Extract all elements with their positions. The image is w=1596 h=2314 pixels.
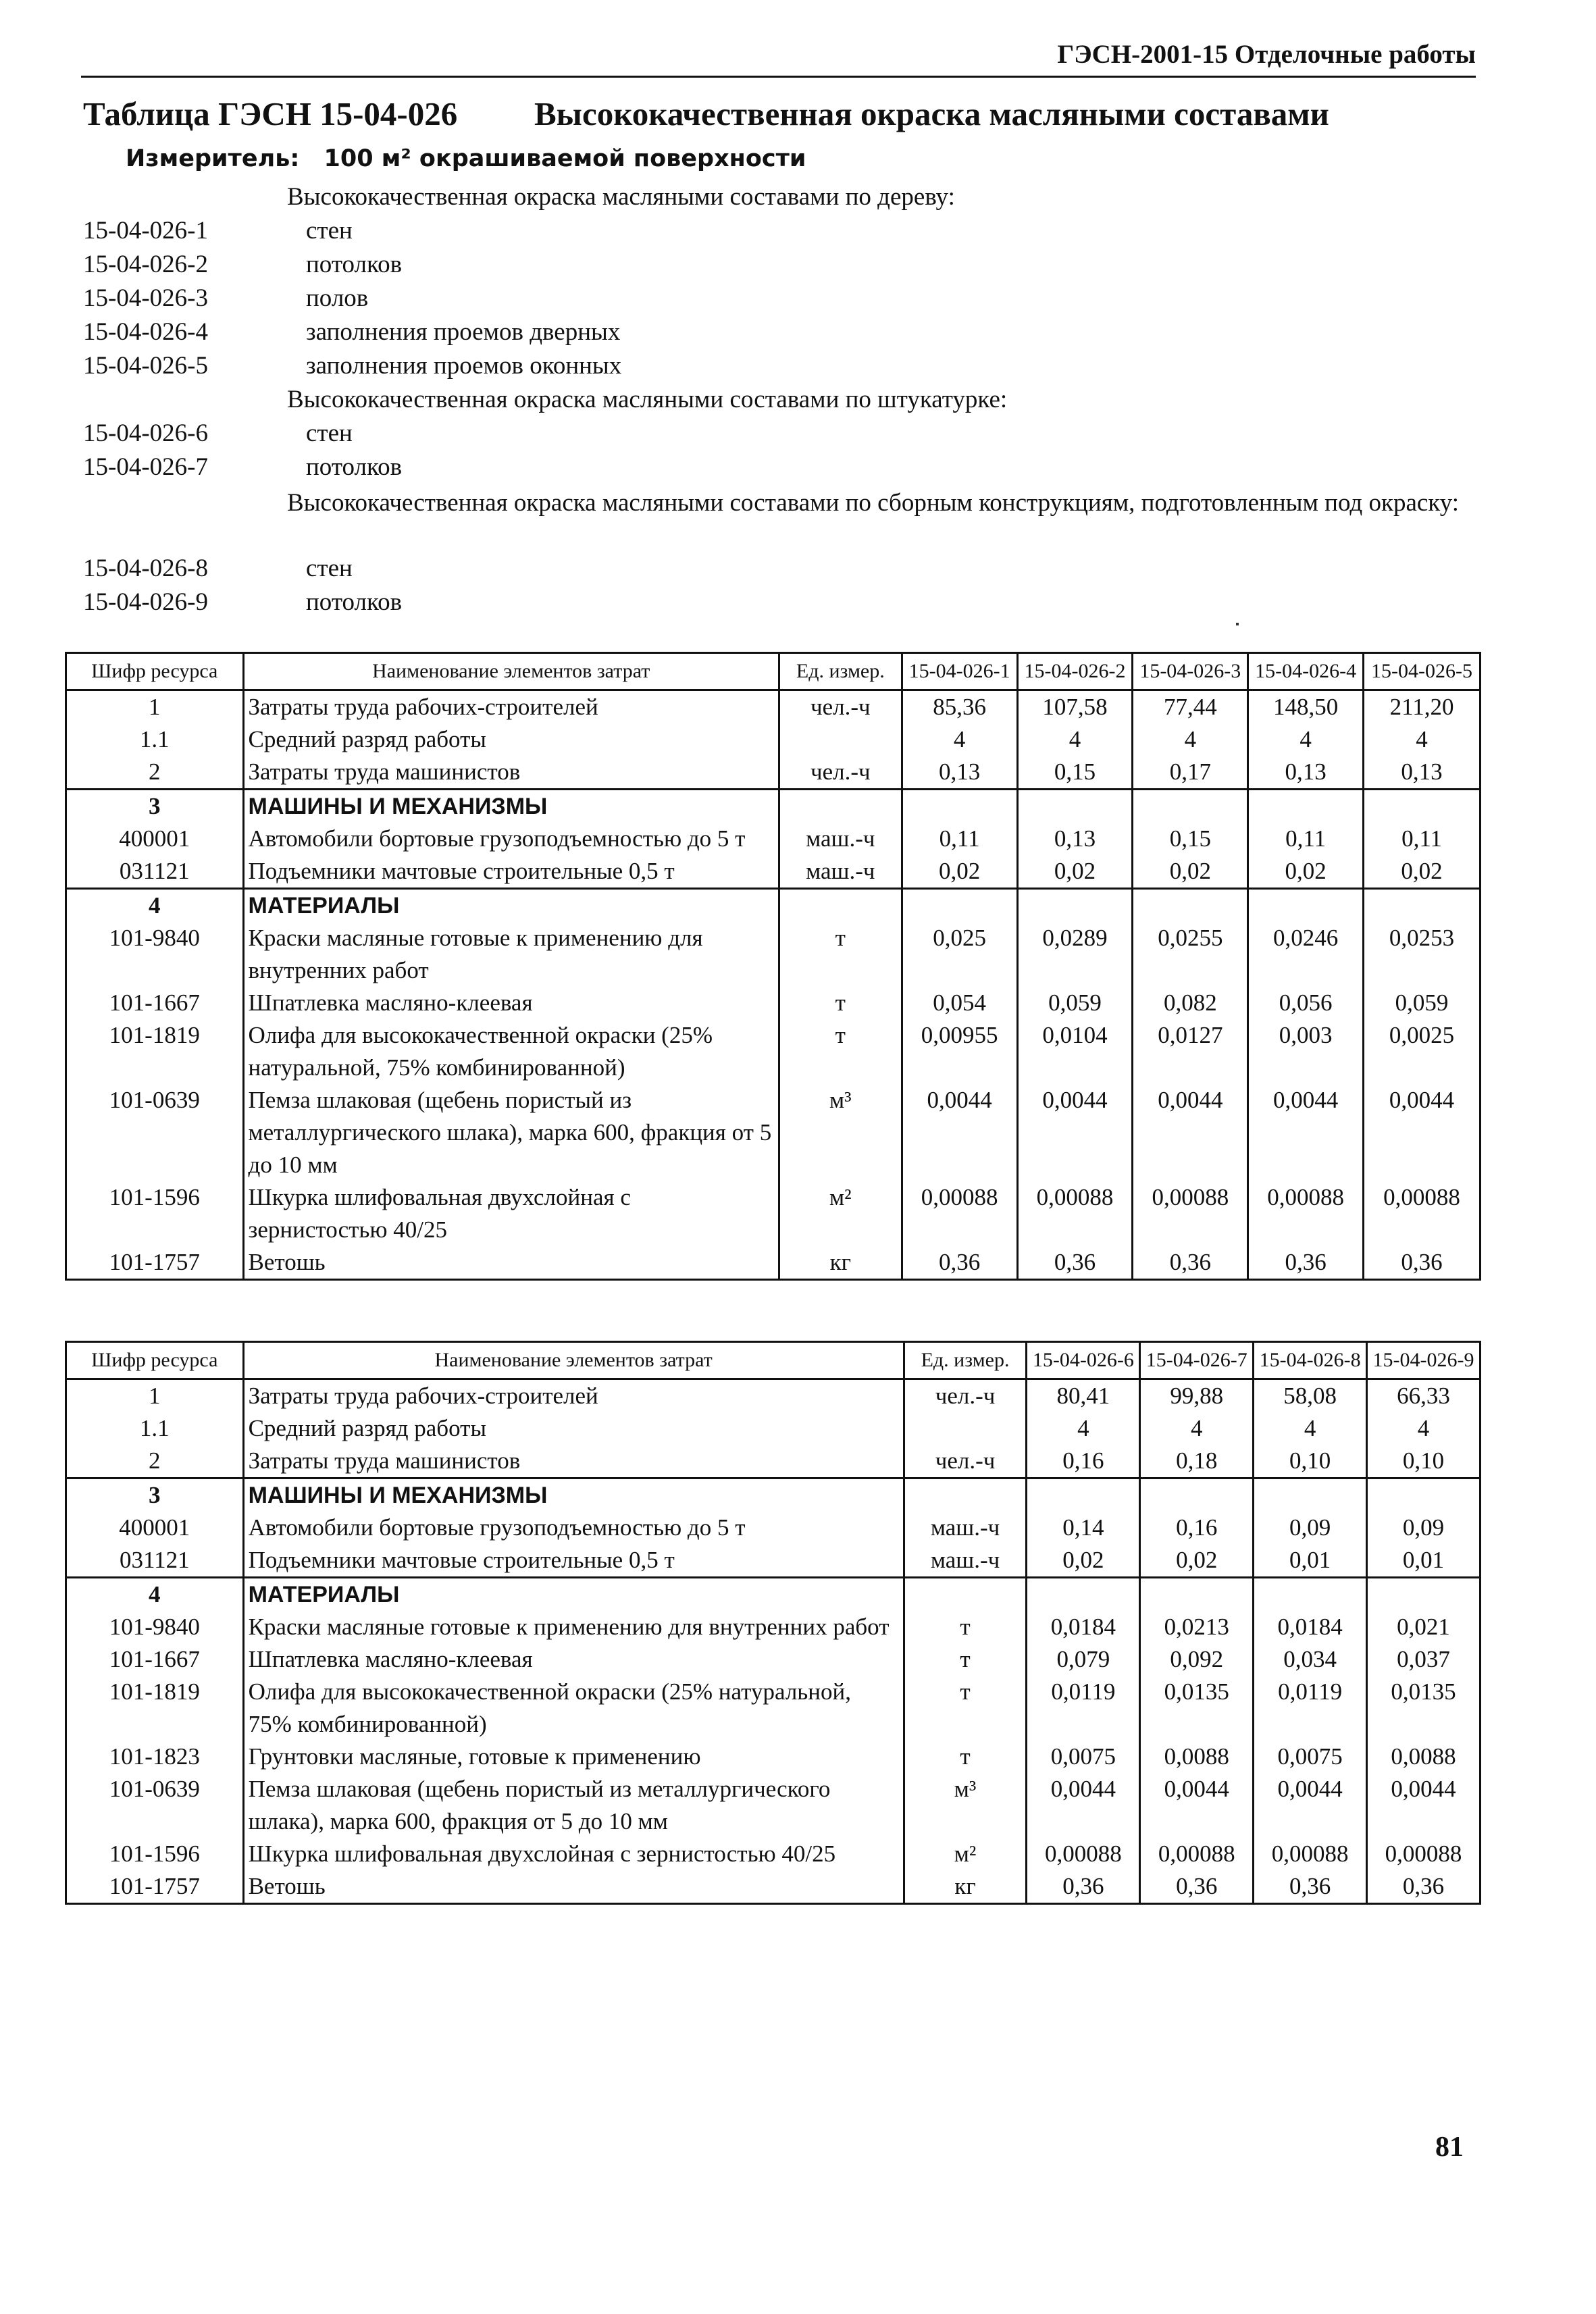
resource-code: 4 xyxy=(66,1578,244,1612)
value-cell: 0,0044 xyxy=(1248,1084,1364,1181)
work-item-text: потолков xyxy=(306,251,403,278)
unit: маш.-ч xyxy=(779,855,902,889)
value-cell xyxy=(1367,1578,1481,1612)
table-1-header-row xyxy=(66,653,1481,690)
work-item xyxy=(83,554,1481,588)
table-row xyxy=(66,1412,1481,1445)
value-cell: 0,054 xyxy=(902,987,1017,1019)
resource-code: 101-9840 xyxy=(66,922,244,987)
value-cell: 0,0135 xyxy=(1140,1676,1254,1741)
unit xyxy=(779,889,902,923)
value-cell: 0,09 xyxy=(1254,1512,1367,1544)
resource-code: 3 xyxy=(66,1479,244,1512)
value-cell: 85,36 xyxy=(902,690,1017,724)
value-cell: 0,0127 xyxy=(1133,1019,1248,1084)
value-cell: 107,58 xyxy=(1017,690,1133,724)
value-cell: 0,11 xyxy=(902,823,1017,855)
value-cell: 0,01 xyxy=(1254,1544,1367,1578)
work-item-text: стен xyxy=(306,217,353,245)
table-row xyxy=(66,723,1481,756)
unit: т xyxy=(779,1019,902,1084)
value-cell xyxy=(1017,790,1133,823)
unit: м² xyxy=(904,1838,1027,1870)
value-cell xyxy=(902,889,1017,923)
value-cell: 4 xyxy=(1027,1412,1140,1445)
value-cell: 0,36 xyxy=(1367,1870,1481,1904)
value-cell: 0,10 xyxy=(1254,1445,1367,1479)
unit xyxy=(904,1578,1027,1612)
value-cell: 0,36 xyxy=(1017,1246,1133,1280)
table-row xyxy=(66,987,1481,1019)
value-cell xyxy=(1133,889,1248,923)
value-cell: 0,13 xyxy=(1364,756,1481,790)
value-cell xyxy=(1254,1578,1367,1612)
cost-element-name: МАШИНЫ И МЕХАНИЗМЫ xyxy=(243,790,779,823)
value-cell: 0,034 xyxy=(1254,1643,1367,1676)
value-cell: 0,02 xyxy=(1027,1544,1140,1578)
value-cell: 0,36 xyxy=(1364,1246,1481,1280)
unit: чел.-ч xyxy=(904,1379,1027,1413)
value-cell: 66,33 xyxy=(1367,1379,1481,1413)
value-cell: 0,037 xyxy=(1367,1643,1481,1676)
table-row xyxy=(66,1445,1481,1479)
value-cell: 0,0088 xyxy=(1367,1741,1481,1773)
cost-element-name: Грунтовки масляные, готовые к применению xyxy=(243,1741,904,1773)
table-row xyxy=(66,922,1481,987)
cost-element-name: Пемза шлаковая (щебень пористый из металлургического шлака), марка 600, фракция от 5 до 10 мм xyxy=(243,1773,904,1838)
resource-code: 101-1823 xyxy=(66,1741,244,1773)
meter-line xyxy=(126,145,806,172)
unit xyxy=(779,723,902,756)
resource-code: 101-0639 xyxy=(66,1773,244,1838)
cost-element-name: Ветошь xyxy=(243,1246,779,1280)
unit xyxy=(904,1412,1027,1445)
value-cell: 58,08 xyxy=(1254,1379,1367,1413)
value-cell: 4 xyxy=(902,723,1017,756)
work-item-text: полов xyxy=(306,284,369,312)
resource-code: 101-1596 xyxy=(66,1181,244,1246)
value-cell: 0,02 xyxy=(1133,855,1248,889)
value-cell: 0,36 xyxy=(1027,1870,1140,1904)
cost-element-name: Шкурка шлифовальная двухслойная с зернистостью 40/25 xyxy=(243,1181,779,1246)
work-item-code: 15-04-026-7 xyxy=(83,453,208,481)
value-cell: 0,0119 xyxy=(1027,1676,1140,1741)
work-item xyxy=(83,486,1481,554)
resource-code: 1.1 xyxy=(66,1412,244,1445)
value-cell: 4 xyxy=(1133,723,1248,756)
resource-code: 1 xyxy=(66,1379,244,1413)
value-cell: 0,021 xyxy=(1367,1611,1481,1643)
work-item xyxy=(83,284,1481,317)
table-row xyxy=(66,1512,1481,1544)
resource-code: 400001 xyxy=(66,823,244,855)
value-cell: 0,056 xyxy=(1248,987,1364,1019)
resource-code: 101-1596 xyxy=(66,1838,244,1870)
value-cell: 0,0044 xyxy=(1140,1773,1254,1838)
resource-code: 1 xyxy=(66,690,244,724)
column-header: 15-04-026-4 xyxy=(1248,653,1364,690)
value-cell: 0,00088 xyxy=(1248,1181,1364,1246)
work-item xyxy=(83,182,1481,216)
value-cell: 0,079 xyxy=(1027,1643,1140,1676)
cost-element-name: Ветошь xyxy=(243,1870,904,1904)
column-header: 15-04-026-2 xyxy=(1017,653,1133,690)
cost-element-name: Шкурка шлифовальная двухслойная с зернистостью 40/25 xyxy=(243,1838,904,1870)
value-cell xyxy=(1140,1479,1254,1512)
value-cell xyxy=(1133,790,1248,823)
cost-element-name: Краски масляные готовые к применению для внутренних работ xyxy=(243,922,779,987)
table-row xyxy=(66,1741,1481,1773)
meter-value: 100 м² окрашиваемой поверхности xyxy=(324,145,806,172)
unit: м³ xyxy=(779,1084,902,1181)
resource-code: 031121 xyxy=(66,1544,244,1578)
unit: т xyxy=(904,1643,1027,1676)
table-row xyxy=(66,690,1481,724)
unit: т xyxy=(904,1611,1027,1643)
table-row xyxy=(66,1084,1481,1181)
resource-code: 101-1819 xyxy=(66,1676,244,1741)
table-row xyxy=(66,1870,1481,1904)
unit: т xyxy=(904,1741,1027,1773)
value-cell: 0,0104 xyxy=(1017,1019,1133,1084)
resource-code: 101-0639 xyxy=(66,1084,244,1181)
value-cell: 99,88 xyxy=(1140,1379,1254,1413)
column-header: Шифр ресурса xyxy=(66,1342,244,1379)
resource-code: 101-9840 xyxy=(66,1611,244,1643)
value-cell: 0,36 xyxy=(1254,1870,1367,1904)
resource-code: 2 xyxy=(66,756,244,790)
value-cell: 0,02 xyxy=(1017,855,1133,889)
table-row xyxy=(66,1246,1481,1280)
value-cell xyxy=(1254,1479,1367,1512)
value-cell: 0,0044 xyxy=(902,1084,1017,1181)
value-cell: 80,41 xyxy=(1027,1379,1140,1413)
value-cell: 0,13 xyxy=(1017,823,1133,855)
section-row xyxy=(66,1479,1481,1512)
value-cell: 0,0255 xyxy=(1133,922,1248,987)
value-cell: 4 xyxy=(1254,1412,1367,1445)
value-cell: 4 xyxy=(1248,723,1364,756)
column-header: 15-04-026-3 xyxy=(1133,653,1248,690)
value-cell: 0,0044 xyxy=(1017,1084,1133,1181)
work-item xyxy=(83,250,1481,284)
value-cell: 0,00088 xyxy=(1367,1838,1481,1870)
cost-element-name: Средний разряд работы xyxy=(243,1412,904,1445)
value-cell: 0,00088 xyxy=(1364,1181,1481,1246)
resource-table-2 xyxy=(65,1341,1481,1905)
table-row xyxy=(66,1643,1481,1676)
value-cell: 0,16 xyxy=(1027,1445,1140,1479)
running-header: ГЭСН-2001-15 Отделочные работы xyxy=(1057,40,1476,69)
value-cell xyxy=(1367,1479,1481,1512)
column-header: 15-04-026-8 xyxy=(1254,1342,1367,1379)
value-cell: 0,02 xyxy=(1140,1544,1254,1578)
table-name: Высококачественная окраска масляными составами xyxy=(534,95,1329,132)
value-cell: 0,059 xyxy=(1364,987,1481,1019)
table-row xyxy=(66,1544,1481,1578)
cost-element-name: Пемза шлаковая (щебень пористый из металлургического шлака), марка 600, фракция от 5 до 10 мм xyxy=(243,1084,779,1181)
column-header: Шифр ресурса xyxy=(66,653,244,690)
resource-code: 101-1667 xyxy=(66,1643,244,1676)
value-cell: 4 xyxy=(1364,723,1481,756)
value-cell: 0,0184 xyxy=(1027,1611,1140,1643)
value-cell: 0,025 xyxy=(902,922,1017,987)
work-item xyxy=(83,419,1481,453)
work-item-code: 15-04-026-3 xyxy=(83,284,208,312)
value-cell: 4 xyxy=(1140,1412,1254,1445)
work-items-list xyxy=(83,182,1481,621)
value-cell: 77,44 xyxy=(1133,690,1248,724)
value-cell xyxy=(1140,1578,1254,1612)
value-cell: 0,0044 xyxy=(1254,1773,1367,1838)
work-item-text: потолков xyxy=(306,453,403,481)
work-item-text: потолков xyxy=(306,588,403,616)
cost-element-name: Автомобили бортовые грузоподъемностью до 5 т xyxy=(243,1512,904,1544)
table-row xyxy=(66,1181,1481,1246)
value-cell: 0,0135 xyxy=(1367,1676,1481,1741)
value-cell: 0,13 xyxy=(902,756,1017,790)
column-header: Наименование элементов затрат xyxy=(243,1342,904,1379)
value-cell: 148,50 xyxy=(1248,690,1364,724)
value-cell: 0,36 xyxy=(1140,1870,1254,1904)
cost-element-name: Затраты труда машинистов xyxy=(243,1445,904,1479)
cost-element-name: Затраты труда рабочих-строителей xyxy=(243,690,779,724)
value-cell: 0,10 xyxy=(1367,1445,1481,1479)
work-item-text: заполнения проемов дверных xyxy=(306,318,621,346)
value-cell: 0,0253 xyxy=(1364,922,1481,987)
column-header: 15-04-026-9 xyxy=(1367,1342,1481,1379)
unit: чел.-ч xyxy=(779,756,902,790)
column-header: Наименование элементов затрат xyxy=(243,653,779,690)
value-cell: 0,0075 xyxy=(1254,1741,1367,1773)
value-cell: 0,17 xyxy=(1133,756,1248,790)
work-item xyxy=(83,351,1481,385)
value-cell: 0,13 xyxy=(1248,756,1364,790)
work-item-text: Высококачественная окраска масляными составами по штукатурке: xyxy=(287,386,1008,413)
unit: маш.-ч xyxy=(904,1512,1027,1544)
value-cell: 0,01 xyxy=(1367,1544,1481,1578)
table-row xyxy=(66,1019,1481,1084)
value-cell xyxy=(1027,1578,1140,1612)
unit: т xyxy=(904,1676,1027,1741)
value-cell: 0,059 xyxy=(1017,987,1133,1019)
resource-code: 4 xyxy=(66,889,244,923)
meter-label: Измеритель: xyxy=(126,145,300,172)
value-cell xyxy=(1248,889,1364,923)
cost-element-name: Подъемники мачтовые строительные 0,5 т xyxy=(243,1544,904,1578)
value-cell: 0,0289 xyxy=(1017,922,1133,987)
unit: чел.-ч xyxy=(904,1445,1027,1479)
value-cell: 0,15 xyxy=(1017,756,1133,790)
table-row xyxy=(66,1611,1481,1643)
value-cell: 0,00088 xyxy=(902,1181,1017,1246)
work-item-text: Высококачественная окраска масляными составами по дереву: xyxy=(287,183,955,211)
column-header: 15-04-026-5 xyxy=(1364,653,1481,690)
resource-code: 400001 xyxy=(66,1512,244,1544)
value-cell: 0,11 xyxy=(1248,823,1364,855)
column-header: 15-04-026-7 xyxy=(1140,1342,1254,1379)
value-cell xyxy=(1017,889,1133,923)
unit: т xyxy=(779,922,902,987)
value-cell: 211,20 xyxy=(1364,690,1481,724)
cost-element-name: Затраты труда машинистов xyxy=(243,756,779,790)
value-cell: 0,02 xyxy=(902,855,1017,889)
value-cell: 0,00088 xyxy=(1140,1838,1254,1870)
value-cell: 0,11 xyxy=(1364,823,1481,855)
cost-element-name: МАТЕРИАЛЫ xyxy=(243,1578,904,1612)
value-cell: 0,0025 xyxy=(1364,1019,1481,1084)
value-cell xyxy=(1364,889,1481,923)
resource-code: 2 xyxy=(66,1445,244,1479)
value-cell: 0,0213 xyxy=(1140,1611,1254,1643)
table-number: Таблица ГЭСН 15-04-026 xyxy=(83,95,458,132)
value-cell: 0,0246 xyxy=(1248,922,1364,987)
work-item-code: 15-04-026-8 xyxy=(83,555,208,582)
value-cell: 0,0044 xyxy=(1133,1084,1248,1181)
value-cell: 0,36 xyxy=(902,1246,1017,1280)
unit: т xyxy=(779,987,902,1019)
resource-code: 3 xyxy=(66,790,244,823)
work-item-code: 15-04-026-5 xyxy=(83,352,208,380)
column-header: Ед. измер. xyxy=(779,653,902,690)
value-cell: 0,15 xyxy=(1133,823,1248,855)
value-cell: 0,00088 xyxy=(1254,1838,1367,1870)
section-row xyxy=(66,1578,1481,1612)
table-row xyxy=(66,1676,1481,1741)
value-cell xyxy=(902,790,1017,823)
work-item-code: 15-04-026-1 xyxy=(83,217,208,245)
value-cell: 4 xyxy=(1367,1412,1481,1445)
cost-element-name: Шпатлевка масляно-клеевая xyxy=(243,1643,904,1676)
work-item xyxy=(83,317,1481,351)
value-cell: 0,18 xyxy=(1140,1445,1254,1479)
cost-element-name: МАТЕРИАЛЫ xyxy=(243,889,779,923)
value-cell: 0,36 xyxy=(1248,1246,1364,1280)
cost-element-name: Автомобили бортовые грузоподъемностью до 5 т xyxy=(243,823,779,855)
cost-element-name: Олифа для высококачественной окраски (25% натуральной, 75% комбинированной) xyxy=(243,1676,904,1741)
value-cell: 0,0044 xyxy=(1367,1773,1481,1838)
value-cell xyxy=(1364,790,1481,823)
value-cell: 0,0184 xyxy=(1254,1611,1367,1643)
scan-speck xyxy=(1236,623,1239,625)
value-cell: 0,00088 xyxy=(1133,1181,1248,1246)
value-cell: 0,02 xyxy=(1364,855,1481,889)
value-cell: 0,09 xyxy=(1367,1512,1481,1544)
column-header: 15-04-026-1 xyxy=(902,653,1017,690)
header-rule xyxy=(81,76,1476,78)
value-cell xyxy=(1248,790,1364,823)
value-cell: 0,02 xyxy=(1248,855,1364,889)
unit: м³ xyxy=(904,1773,1027,1838)
section-row xyxy=(66,889,1481,923)
unit: маш.-ч xyxy=(904,1544,1027,1578)
value-cell: 0,16 xyxy=(1140,1512,1254,1544)
table-row xyxy=(66,855,1481,889)
value-cell: 0,00088 xyxy=(1027,1838,1140,1870)
table-title xyxy=(83,95,1329,133)
table-row xyxy=(66,1838,1481,1870)
column-header: Ед. измер. xyxy=(904,1342,1027,1379)
page-number: 81 xyxy=(1435,2132,1464,2163)
cost-element-name: Олифа для высококачественной окраски (25% натуральной, 75% комбинированной) xyxy=(243,1019,779,1084)
work-item-text: стен xyxy=(306,419,353,447)
work-item-code: 15-04-026-4 xyxy=(83,318,208,346)
resource-code: 031121 xyxy=(66,855,244,889)
unit: кг xyxy=(904,1870,1027,1904)
value-cell: 0,00088 xyxy=(1017,1181,1133,1246)
table-row xyxy=(66,756,1481,790)
work-item xyxy=(83,588,1481,621)
resource-code: 101-1667 xyxy=(66,987,244,1019)
value-cell: 0,0044 xyxy=(1364,1084,1481,1181)
resource-table-1 xyxy=(65,652,1481,1281)
cost-element-name: Затраты труда рабочих-строителей xyxy=(243,1379,904,1413)
cost-element-name: Подъемники мачтовые строительные 0,5 т xyxy=(243,855,779,889)
work-item-code: 15-04-026-9 xyxy=(83,588,208,616)
unit: чел.-ч xyxy=(779,690,902,724)
work-item-text: заполнения проемов оконных xyxy=(306,352,622,380)
value-cell: 0,0044 xyxy=(1027,1773,1140,1838)
column-header: 15-04-026-6 xyxy=(1027,1342,1140,1379)
unit xyxy=(779,790,902,823)
value-cell: 0,082 xyxy=(1133,987,1248,1019)
table-row xyxy=(66,823,1481,855)
unit: кг xyxy=(779,1246,902,1280)
work-item-text: стен xyxy=(306,555,353,582)
resource-code: 101-1757 xyxy=(66,1870,244,1904)
value-cell: 4 xyxy=(1017,723,1133,756)
table-row xyxy=(66,1773,1481,1838)
value-cell: 0,0119 xyxy=(1254,1676,1367,1741)
cost-element-name: Средний разряд работы xyxy=(243,723,779,756)
work-item xyxy=(83,216,1481,250)
resource-code: 1.1 xyxy=(66,723,244,756)
work-item-text: Высококачественная окраска масляными составами по сборным конструкциям, подготовленным под окраску: xyxy=(287,489,1460,517)
value-cell: 0,14 xyxy=(1027,1512,1140,1544)
resource-code: 101-1819 xyxy=(66,1019,244,1084)
value-cell xyxy=(1027,1479,1140,1512)
unit xyxy=(904,1479,1027,1512)
section-row xyxy=(66,790,1481,823)
table-2-header-row xyxy=(66,1342,1481,1379)
value-cell: 0,0075 xyxy=(1027,1741,1140,1773)
cost-element-name: МАШИНЫ И МЕХАНИЗМЫ xyxy=(243,1479,904,1512)
unit: м² xyxy=(779,1181,902,1246)
unit: маш.-ч xyxy=(779,823,902,855)
value-cell: 0,092 xyxy=(1140,1643,1254,1676)
work-item xyxy=(83,453,1481,486)
work-item xyxy=(83,385,1481,419)
value-cell: 0,003 xyxy=(1248,1019,1364,1084)
value-cell: 0,36 xyxy=(1133,1246,1248,1280)
value-cell: 0,00955 xyxy=(902,1019,1017,1084)
cost-element-name: Краски масляные готовые к применению для внутренних работ xyxy=(243,1611,904,1643)
work-item-code: 15-04-026-2 xyxy=(83,251,208,278)
resource-code: 101-1757 xyxy=(66,1246,244,1280)
work-item-code: 15-04-026-6 xyxy=(83,419,208,447)
table-row xyxy=(66,1379,1481,1413)
value-cell: 0,0088 xyxy=(1140,1741,1254,1773)
cost-element-name: Шпатлевка масляно-клеевая xyxy=(243,987,779,1019)
